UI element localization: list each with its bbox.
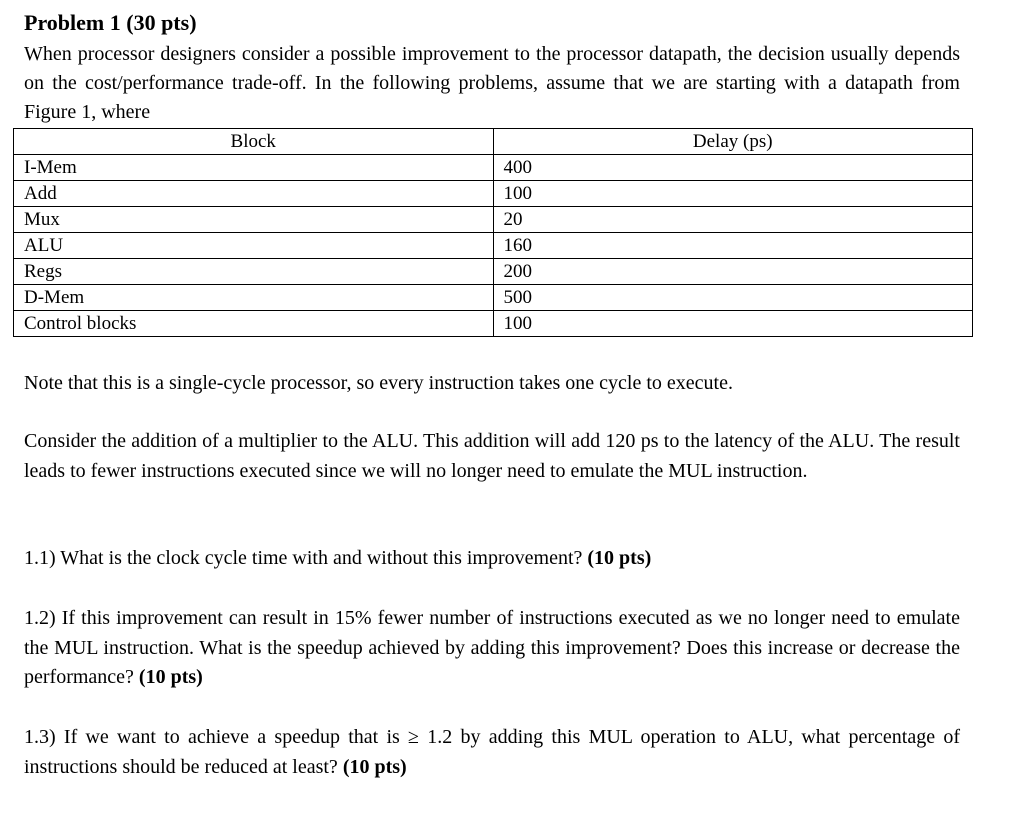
cell-block: Mux <box>14 207 494 233</box>
table-row <box>14 233 973 259</box>
question-1-1 <box>24 544 960 574</box>
cell-delay: 200 <box>493 259 973 285</box>
table-row <box>14 181 973 207</box>
cell-delay: 400 <box>493 155 973 181</box>
cell-block: Control blocks <box>14 311 494 337</box>
header-delay: Delay (ps) <box>493 129 973 155</box>
question-points: (10 pts) <box>342 755 407 778</box>
table-row <box>14 155 973 181</box>
problem-intro: When processor designers consider a possible improvement to the processor datapath, the decision usually depends on the cost/performance trade-off. In the following problems, assume that we are starting with a datapath from Figure 1, where <box>24 43 960 123</box>
question-points: (10 pts) <box>587 547 652 569</box>
table-row <box>14 285 973 311</box>
cell-block: Add <box>14 181 494 207</box>
consider-paragraph: Consider the addition of a multiplier to the ALU. This addition will add 120 ps to the latency of the ALU. The result leads to fewer instructions executed since we will no longer need to emulate the MUL instruction. <box>24 430 960 482</box>
cell-delay: 160 <box>493 233 973 259</box>
question-text: 1.1) What is the clock cycle time with and without this improvement? <box>24 547 583 569</box>
note-paragraph: Note that this is a single-cycle processor, so every instruction takes one cycle to execute. <box>24 372 733 394</box>
question-points: (10 pts) <box>138 666 203 688</box>
cell-block: D-Mem <box>14 285 494 311</box>
problem-title: Problem 1 (30 pts) <box>24 10 197 35</box>
table-row <box>14 311 973 337</box>
question-1-2 <box>24 604 960 693</box>
question-text: 1.3) If we want to achieve a speedup that is ≥ 1.2 by adding this MUL operation to ALU, what percentage of instructions should be reduced at least? <box>24 726 960 778</box>
cell-delay: 100 <box>493 181 973 207</box>
table-row <box>14 207 973 233</box>
cell-block: Regs <box>14 259 494 285</box>
table-header-row <box>14 129 973 155</box>
delay-table <box>13 128 973 337</box>
cell-block: I-Mem <box>14 155 494 181</box>
cell-delay: 20 <box>493 207 973 233</box>
table-row <box>14 259 973 285</box>
cell-block: ALU <box>14 233 494 259</box>
cell-delay: 500 <box>493 285 973 311</box>
header-block: Block <box>14 129 494 155</box>
question-text: 1.2) If this improvement can result in 15% fewer number of instructions executed as we no longer need to emulate the MUL instruction. What is the speedup achieved by adding this improvement? Does this increase or decrease the performance? <box>24 607 960 688</box>
cell-delay: 100 <box>493 311 973 337</box>
question-1-3 <box>24 723 960 782</box>
